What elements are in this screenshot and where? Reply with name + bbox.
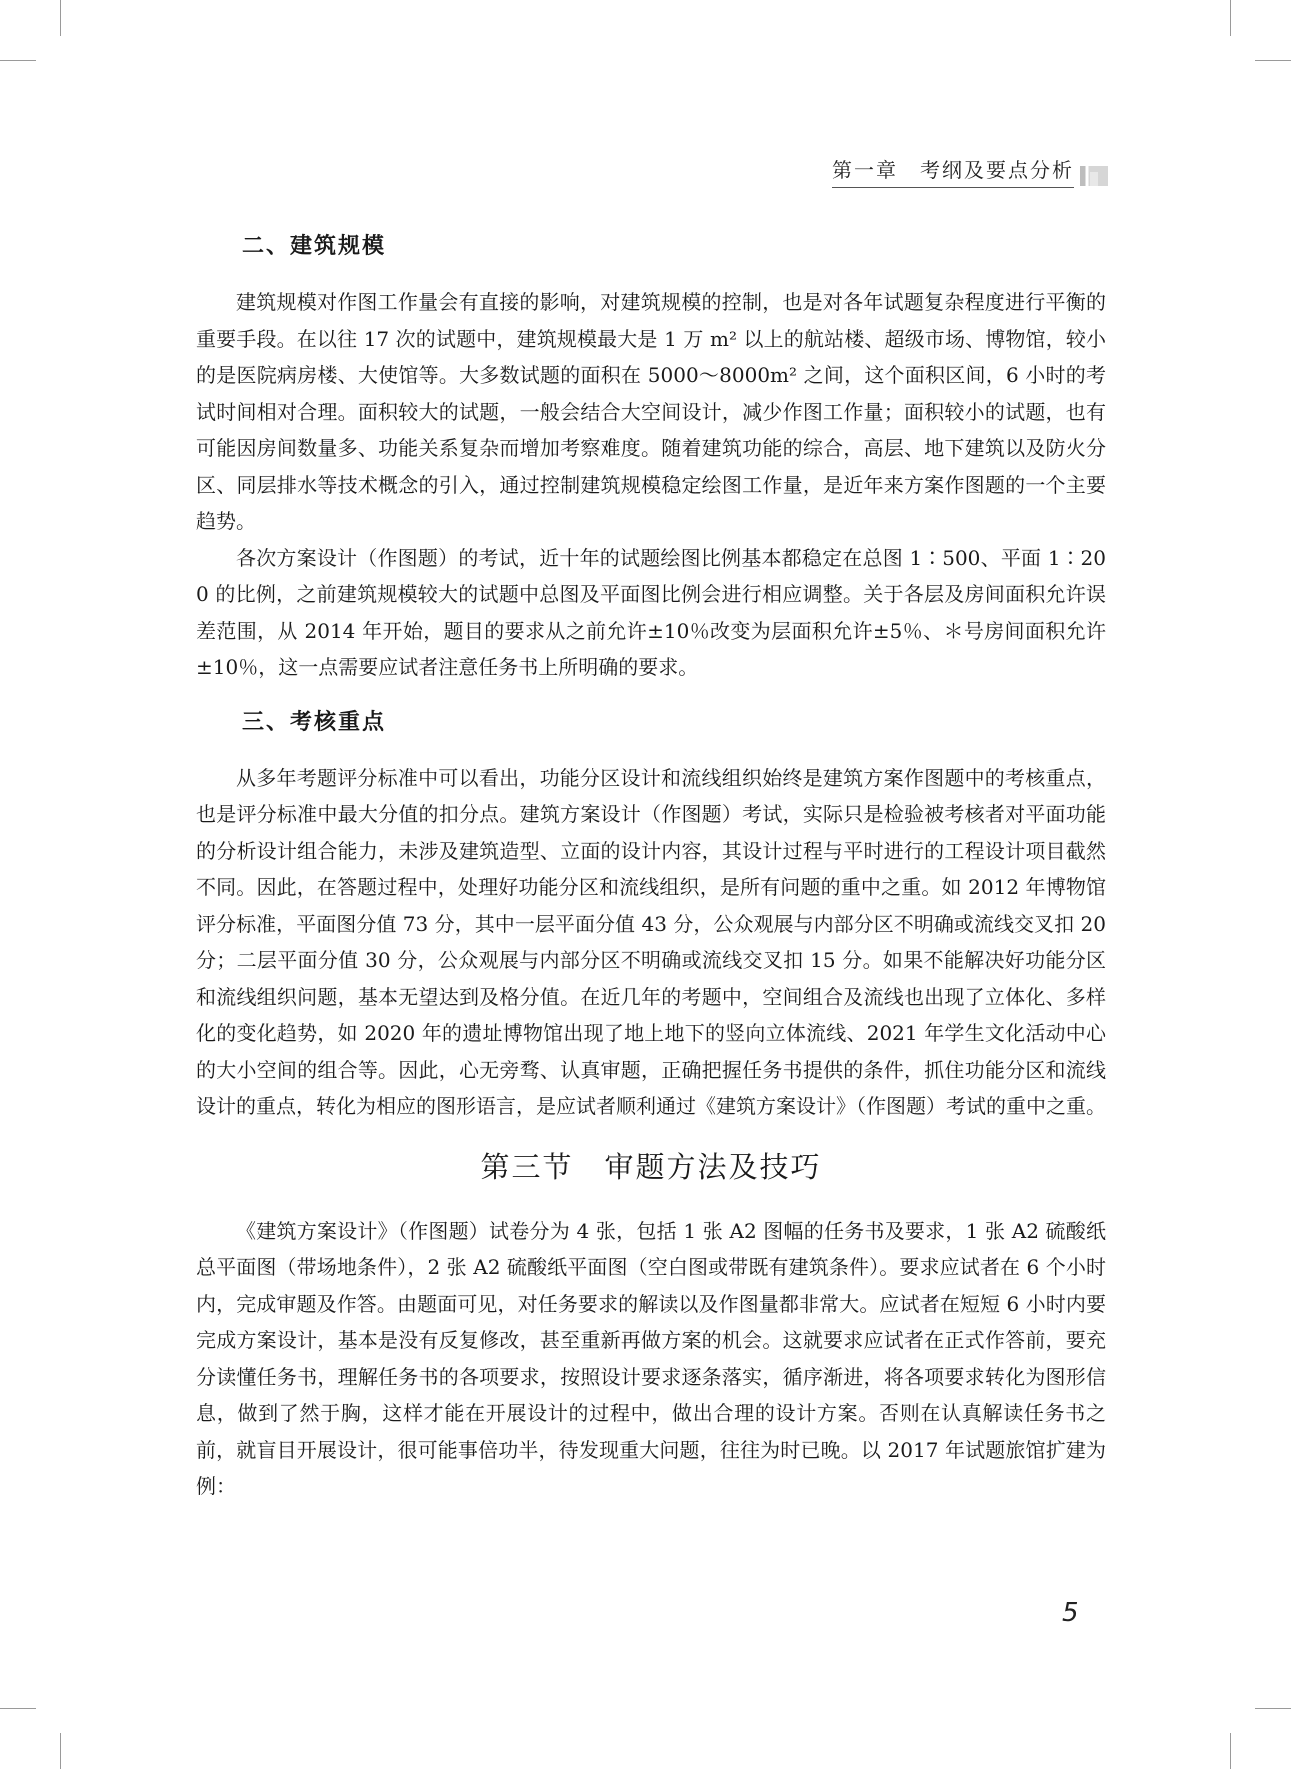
crop-mark-bottom-right-h [1255,1708,1291,1709]
page-number: 5 [1062,1598,1079,1628]
crop-mark-bottom-left [60,1733,61,1769]
crop-mark-top-left [60,0,61,36]
page-body [196,230,1106,1505]
running-head-text: 第一章 考纲及要点分析 [832,154,1074,188]
crop-mark-top-right-h [1255,60,1291,61]
crop-mark-top-left-h [0,60,36,61]
paragraph-focus-1: 从多年考题评分标准中可以看出，功能分区设计和流线组织始终是建筑方案作图题中的考核重点，也是评分标准中最大分值的扣分点。建筑方案设计（作图题）考试，实际只是检验被考核者对平面功能的分析设计组合能力，未涉及建筑造型、立面的设计内容，其设计过程与平时进行的工程设计项目截然不同。因此，在答题过程中，处理好功能分区和流线组织，是所有问题的重中之重。如 2012 年博物馆评分标准，平面图分值 73 分，其中一层平面分值 43 分，公众观展与内部分区不明确或流线交叉扣 20 分；二层平面分值 30 分，公众观展与内部分区不明确或流线交叉扣 15 分。如果不能解决好功能分区和流线组织问题，基本无望达到及格分值。在近几年的考题中，空间组合及流线也出现了立体化、多样化的变化趋势，如 2020 年的遗址博物馆出现了地上地下的竖向立体流线、2021 年学生文化活动中心的大小空间的组合等。因此，心无旁骛、认真审题，正确把握任务书提供的条件，抓住功能分区和流线设计的重点，转化为相应的图形语言，是应试者顺利通过《建筑方案设计》（作图题）考试的重中之重。 [196,765,1106,1118]
paragraph-method-1: 《建筑方案设计》（作图题）试卷分为 4 张，包括 1 张 A2 图幅的任务书及要求，1 张 A2 硫酸纸总平面图（带场地条件），2 张 A2 硫酸纸平面图（空白图或带既有建筑条件）。要求应试者在 6 个小时内，完成审题及作答。由题面可见，对任务要求的解读以及作图量都非常大。应试者在短短 6 小时内要完成方案设计，基本是没有反复修改，甚至重新再做方案的机会。这就要求应试者在正式作答前，要充分读懂任务书，理解任务书的各项要求，按照设计要求逐条落实，循序渐进，将各项要求转化为图形信息，做到了然于胸，这样才能在开展设计的过程中，做出合理的设计方案。否则在认真解读任务书之前，就盲目开展设计，很可能事倍功半，待发现重大问题，往往为时已晚。以 2017 年试题旅馆扩建为例： [196,1218,1106,1498]
crop-mark-top-right [1230,0,1231,36]
subheading-building-scale: 二、建筑规模 [242,234,387,259]
subheading-assessment-focus: 三、考核重点 [242,709,387,735]
crop-mark-bottom-right [1230,1733,1231,1769]
paragraph-scale-1: 建筑规模对作图工作量会有直接的影响，对建筑规模的控制，也是对各年试题复杂程度进行平衡的重要手段。在以往 17 次的试题中，建筑规模最大是 1 万 m² 以上的航站楼、超级市场、博物馆，较小的是医院病房楼、大使馆等。大多数试题的面积在 5000～8000m² 之间，这个面积区间，6 小时的考试时间相对合理。面积较大的试题，一般会结合大空间设计，减少作图工作量；面积较小的试题，也有可能因房间数量多、功能关系复杂而增加考察难度。随着建筑功能的综合，高层、地下建筑以及防火分区、同层排水等技术概念的引入，通过控制建筑规模稳定绘图工作量，是近年来方案作图题的一个主要趋势。 [196,290,1106,533]
running-head-ornament-icon [1080,166,1108,186]
running-head [832,158,1108,188]
crop-mark-bottom-left-h [0,1708,36,1709]
section-title: 第三节 审题方法及技巧 [480,1149,822,1184]
paragraph-scale-2: 各次方案设计（作图题）的考试，近十年的试题绘图比例基本都稳定在总图 1∶500、平面 1∶200 的比例，之前建筑规模较大的试题中总图及平面图比例会进行相应调整。关于各层及房间面积允许误差范围，从 2014 年开始，题目的要求从之前允许±10％改变为层面积允许±5％、＊号房间面积允许±10％，这一点需要应试者注意任务书上所明确的要求。 [196,545,1106,679]
